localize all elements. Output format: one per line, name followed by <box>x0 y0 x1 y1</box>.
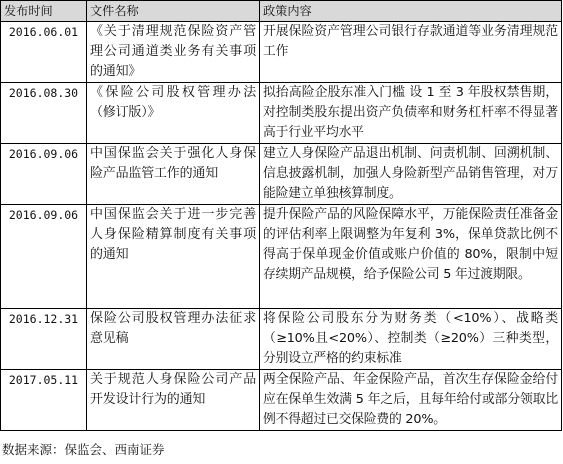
data-source-note: 数据来源：保监会、西南证券 <box>2 442 165 457</box>
row-date: 2016.08.30 <box>1 83 87 144</box>
row-content: 建立人身保险产品退出机制、问责机制、回溯机制、信息披露机制，加强人身险新型产品销售管理，对万能险建立单独核算制度。 <box>260 144 562 205</box>
header-row <box>1 1 562 22</box>
row-title: 中国保监会关于强化人身保险产品监管工作的通知 <box>87 144 260 205</box>
row-title: 《关于清理规范保险资产管理公司通道类业务有关事项的通知》 <box>87 22 260 83</box>
row-title: 保险公司股权管理办法征求意见稿 <box>87 309 260 370</box>
row-content: 提升保险产品的风险保障水平，万能保险责任准备金的评估利率上限调整为年复利 3%，保单贷款比例不得高于保单现金价值或账户价值的 80%，限制中短存续期产品规模，给予保险公司 5 年过渡期限。 <box>260 205 562 309</box>
row-content: 开展保险资产管理公司银行存款通道等业务清理规范工作 <box>260 22 562 83</box>
table-row <box>1 22 562 83</box>
table-row <box>1 370 562 431</box>
row-title: 关于规范人身保险公司产品开发设计行为的通知 <box>87 370 260 431</box>
table-row <box>1 205 562 309</box>
row-date: 2016.09.06 <box>1 205 87 309</box>
row-title: 中国保监会关于进一步完善人身保险精算制度有关事项的通知 <box>87 205 260 309</box>
row-content: 将保险公司股东分为财务类（<10%）、战略类（≥10%且<20%）、控制类（≥20%）三种类型，分别设立严格的约束标准 <box>260 309 562 370</box>
table-row <box>1 309 562 370</box>
row-date: 2016.12.31 <box>1 309 87 370</box>
row-title: 《保险公司股权管理办法（修订版）》 <box>87 83 260 144</box>
row-date: 2016.06.01 <box>1 22 87 83</box>
row-date: 2017.05.11 <box>1 370 87 431</box>
header-date: 发布时间 <box>1 1 87 22</box>
row-content: 拟抬高险企股东准入门槛 设 1 至 3 年股权禁售期，对控制类股东提出资产负债率和财务杠杆率不得显著高于行业平均水平 <box>260 83 562 144</box>
header-title: 文件名称 <box>87 1 260 22</box>
row-content: 两全保险产品、年金保险产品，首次生存保险金给付应在保单生效满 5 年之后，且每年给付或部分领取比例不得超过已交保险费的 20%。 <box>260 370 562 431</box>
row-date: 2016.09.06 <box>1 144 87 205</box>
header-content: 政策内容 <box>260 1 562 22</box>
table-row <box>1 83 562 144</box>
table-row <box>1 144 562 205</box>
